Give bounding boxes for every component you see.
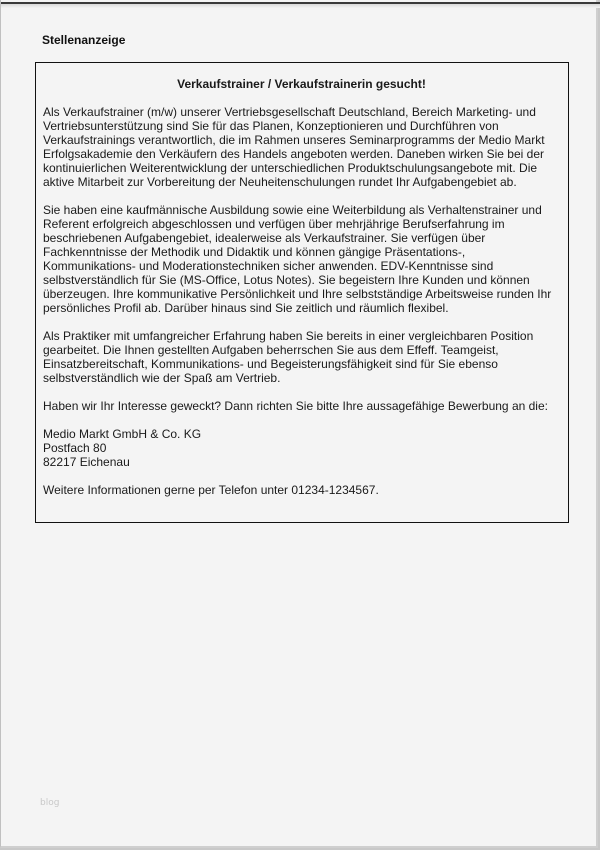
address-company: Medio Markt GmbH & Co. KG — [43, 427, 202, 441]
contact-info: Weitere Informationen gerne per Telefon unter 01234-1234567. — [43, 483, 379, 497]
job-ad-paragraph-experience: Als Praktiker mit umfangreicher Erfahrung haben Sie bereits in einer vergleichbaren Position gearbeitet. Die Ihnen gestellten Aufgaben beherrschen Sie aus dem Effeff. Teamgeist, Einsatzbereitschaft, Kommunikations- und Begeisterungsfähigkeit sind für Sie ebenso selbstverständlich wie der Spaß am Vertrieb. — [43, 329, 534, 385]
job-ad-title: Verkaufstrainer / Verkaufstrainerin gesucht! — [177, 77, 426, 91]
job-ad-paragraph-role: Als Verkaufstrainer (m/w) unserer Vertriebsgesellschaft Deutschland, Bereich Marketing- und Vertriebsunterstützung sind Sie für das Planen, Konzeptionieren und Durchführen von Verkaufstrainings verantwortlich, die im Rahmen unseres Seminarprogramms der Medio Markt Erfolgsakademie den Verkäufern des Handels angeboten werden. Daneben wirken Sie bei der kontinuierlichen Weiterentwicklung der unterschiedlichen Produktschulungsangebote mit. Die aktive Mitarbeit zur Vorbereitung der Neuheitenschulungen rundet Ihr Aufgabengebiet ab. — [43, 105, 545, 189]
job-ad-paragraph-call-to-action: Haben wir Ihr Interesse geweckt? Dann richten Sie bitte Ihre aussagefähige Bewerbung an die: — [43, 399, 548, 413]
company-address — [43, 427, 560, 469]
address-po-box: Postfach 80 — [43, 441, 107, 455]
top-shadow — [1, 4, 600, 8]
job-ad-box — [35, 62, 569, 523]
address-city: 82217 Eichenau — [43, 455, 130, 469]
watermark: blog — [40, 798, 60, 808]
job-ad-paragraph-requirements: Sie haben eine kaufmännische Ausbildung sowie eine Weiterbildung als Verhaltenstrainer und Referent erfolgreich abgeschlossen und verfügen über mehrjährige Berufserfahrung im beschriebenen Aufgabengebiet, idealerweise als Verkaufstrainer. Sie verfügen über Fachkenntnisse der Methodik und Didaktik und können gängige Präsentations-, Kommunikations- und Moderationstechniken sicher anwenden. EDV-Kenntnisse sind selbstverständlich für Sie (MS-Office, Lotus Notes). Sie begeistern Ihre Kunden und können überzeugen. Ihre kommunikative Persönlichkeit und Ihre selbstständige Arbeitsweise runden Ihr persönliches Profil ab. Darüber hinaus sind Sie zeitlich und räumlich flexibel. — [43, 203, 552, 315]
document-heading: Stellenanzeige — [42, 33, 126, 47]
